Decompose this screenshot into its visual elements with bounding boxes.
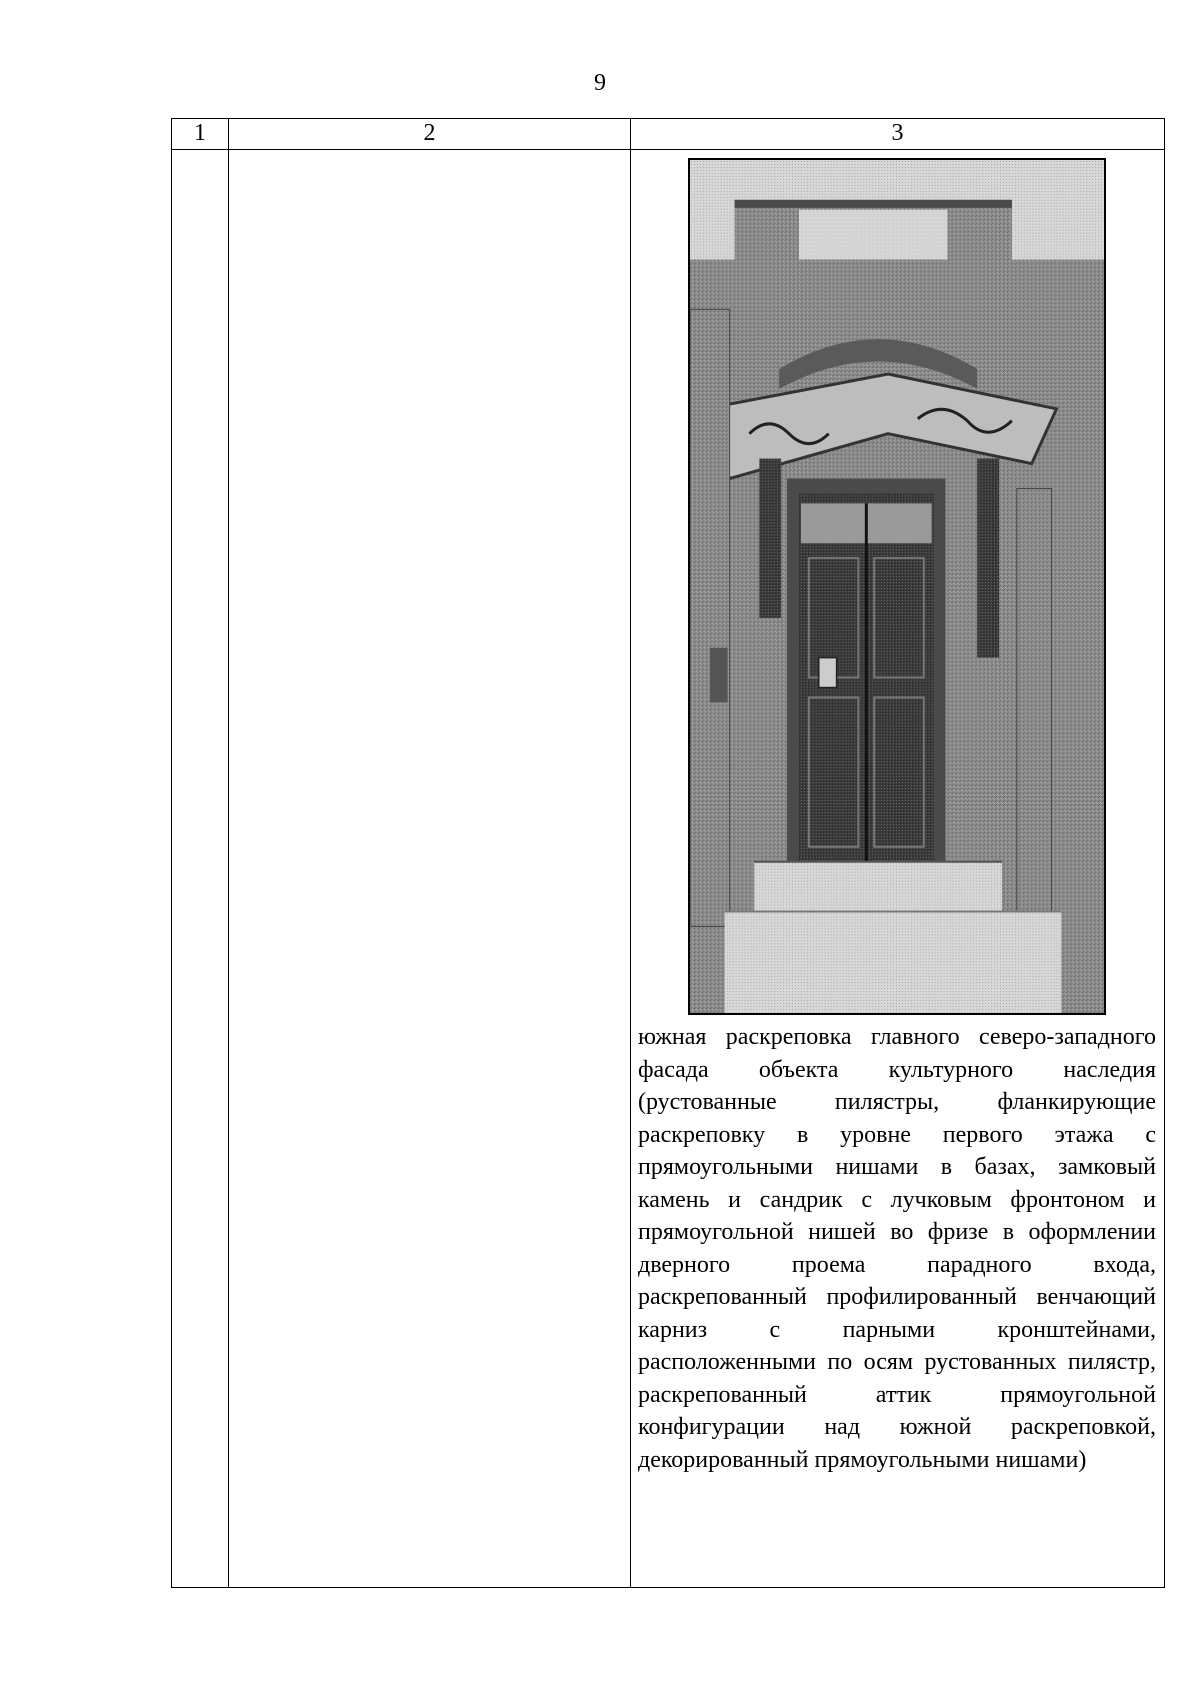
header-cell-2: 2: [229, 119, 631, 150]
building-entrance-photo: [688, 158, 1106, 1015]
cell-number: [172, 150, 229, 1588]
cell-description: [631, 150, 1165, 1588]
document-table: [171, 118, 1165, 1588]
object-description: южная раскреповка главного северо-западного фасада объекта культурного наследия (рустованные пилястры, фланкирующие раскреповку в уровне первого этажа с прямоугольными нишами в базах, замковый камень и сандрик с лучковым фронтоном и прямоугольной нишей во фризе в оформлении дверного проема парадного входа, раскрепованный профилированный венчающий карниз с парными кронштейнами, расположенными по осям рустованных пилястр, раскрепованный аттик прямоугольной конфигурации над южной раскреповкой, декорированный прямоугольными нишами): [638, 1024, 1156, 1473]
cell-name: [229, 150, 631, 1588]
table-row: [172, 150, 1165, 1588]
page-number: 9: [594, 70, 606, 96]
header-cell-1: 1: [172, 119, 229, 150]
table-header-row: [172, 119, 1165, 150]
header-cell-3: 3: [631, 119, 1165, 150]
building-entrance-photo-icon: [690, 160, 1104, 1013]
